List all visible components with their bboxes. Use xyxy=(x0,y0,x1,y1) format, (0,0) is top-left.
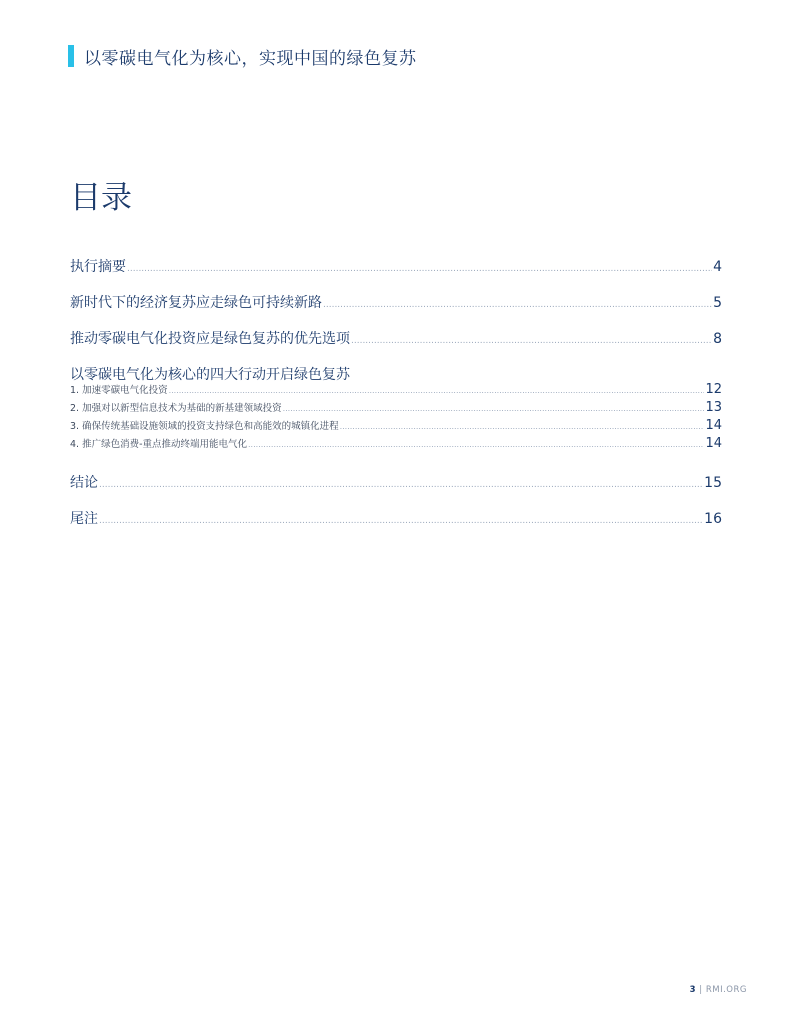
toc-entry-conclusion[interactable] xyxy=(70,472,722,494)
toc-entry-page: 15 xyxy=(704,475,722,491)
toc-section-four-actions xyxy=(70,364,722,454)
toc-subentry-4[interactable] xyxy=(70,436,722,454)
toc-entry-title: 推动零碳电气化投资应是绿色复苏的优先选项 xyxy=(70,331,350,347)
leader-dots xyxy=(340,422,705,431)
toc-entry-page: 5 xyxy=(713,295,722,311)
page-number: 3 xyxy=(689,985,697,995)
leader-dots xyxy=(99,516,703,526)
toc-entry-page: 4 xyxy=(713,259,722,275)
footer-separator: | xyxy=(696,985,706,995)
toc-entry-endnotes[interactable] xyxy=(70,508,722,530)
toc-subentry-1[interactable] xyxy=(70,382,722,400)
toc-entry-summary[interactable] xyxy=(70,256,722,278)
toc-entry-title: 4. 推广绿色消费-重点推动终端用能电气化 xyxy=(70,439,248,450)
toc-entry-title: 3. 确保传统基础设施领域的投资支持绿色和高能效的城镇化进程 xyxy=(70,421,339,432)
toc-entry-title: 新时代下的经济复苏应走绿色可持续新路 xyxy=(70,295,322,311)
toc-entry-title: 1. 加速零碳电气化投资 xyxy=(70,385,168,396)
toc-subentry-3[interactable] xyxy=(70,418,722,436)
leader-dots xyxy=(351,336,712,346)
leader-dots xyxy=(248,440,704,449)
toc-section-title[interactable]: 以零碳电气化为核心的四大行动开启绿色复苏 xyxy=(70,367,350,383)
toc-entry-title: 尾注 xyxy=(70,511,98,527)
document-title: 以零碳电气化为核心，实现中国的绿色复苏 xyxy=(84,48,417,69)
toc-entry-page: 14 xyxy=(705,436,722,451)
toc-entry-investment[interactable] xyxy=(70,328,722,350)
site-link[interactable]: RMI.ORG xyxy=(705,985,747,995)
toc-heading: 目录 xyxy=(70,180,132,216)
toc-entry-page: 16 xyxy=(704,511,722,527)
toc-entry-title: 结论 xyxy=(70,475,98,491)
header-accent-bar xyxy=(68,45,74,67)
leader-dots xyxy=(99,480,703,490)
leader-dots xyxy=(127,264,712,274)
leader-dots xyxy=(283,404,705,413)
toc-entry-title: 执行摘要 xyxy=(70,259,126,275)
toc-entry-page: 12 xyxy=(705,382,722,397)
page-header xyxy=(68,44,417,68)
toc-entry-page: 14 xyxy=(705,418,722,433)
toc-entry-new-path[interactable] xyxy=(70,292,722,314)
toc-entry-title: 2. 加强对以新型信息技术为基础的新基建领域投资 xyxy=(70,403,282,414)
toc-entry-page: 8 xyxy=(713,331,722,347)
leader-dots xyxy=(323,300,712,310)
leader-dots xyxy=(169,386,705,395)
page-footer xyxy=(690,985,747,995)
table-of-contents xyxy=(70,256,722,544)
toc-entry-page: 13 xyxy=(705,400,722,415)
toc-subentry-2[interactable] xyxy=(70,400,722,418)
